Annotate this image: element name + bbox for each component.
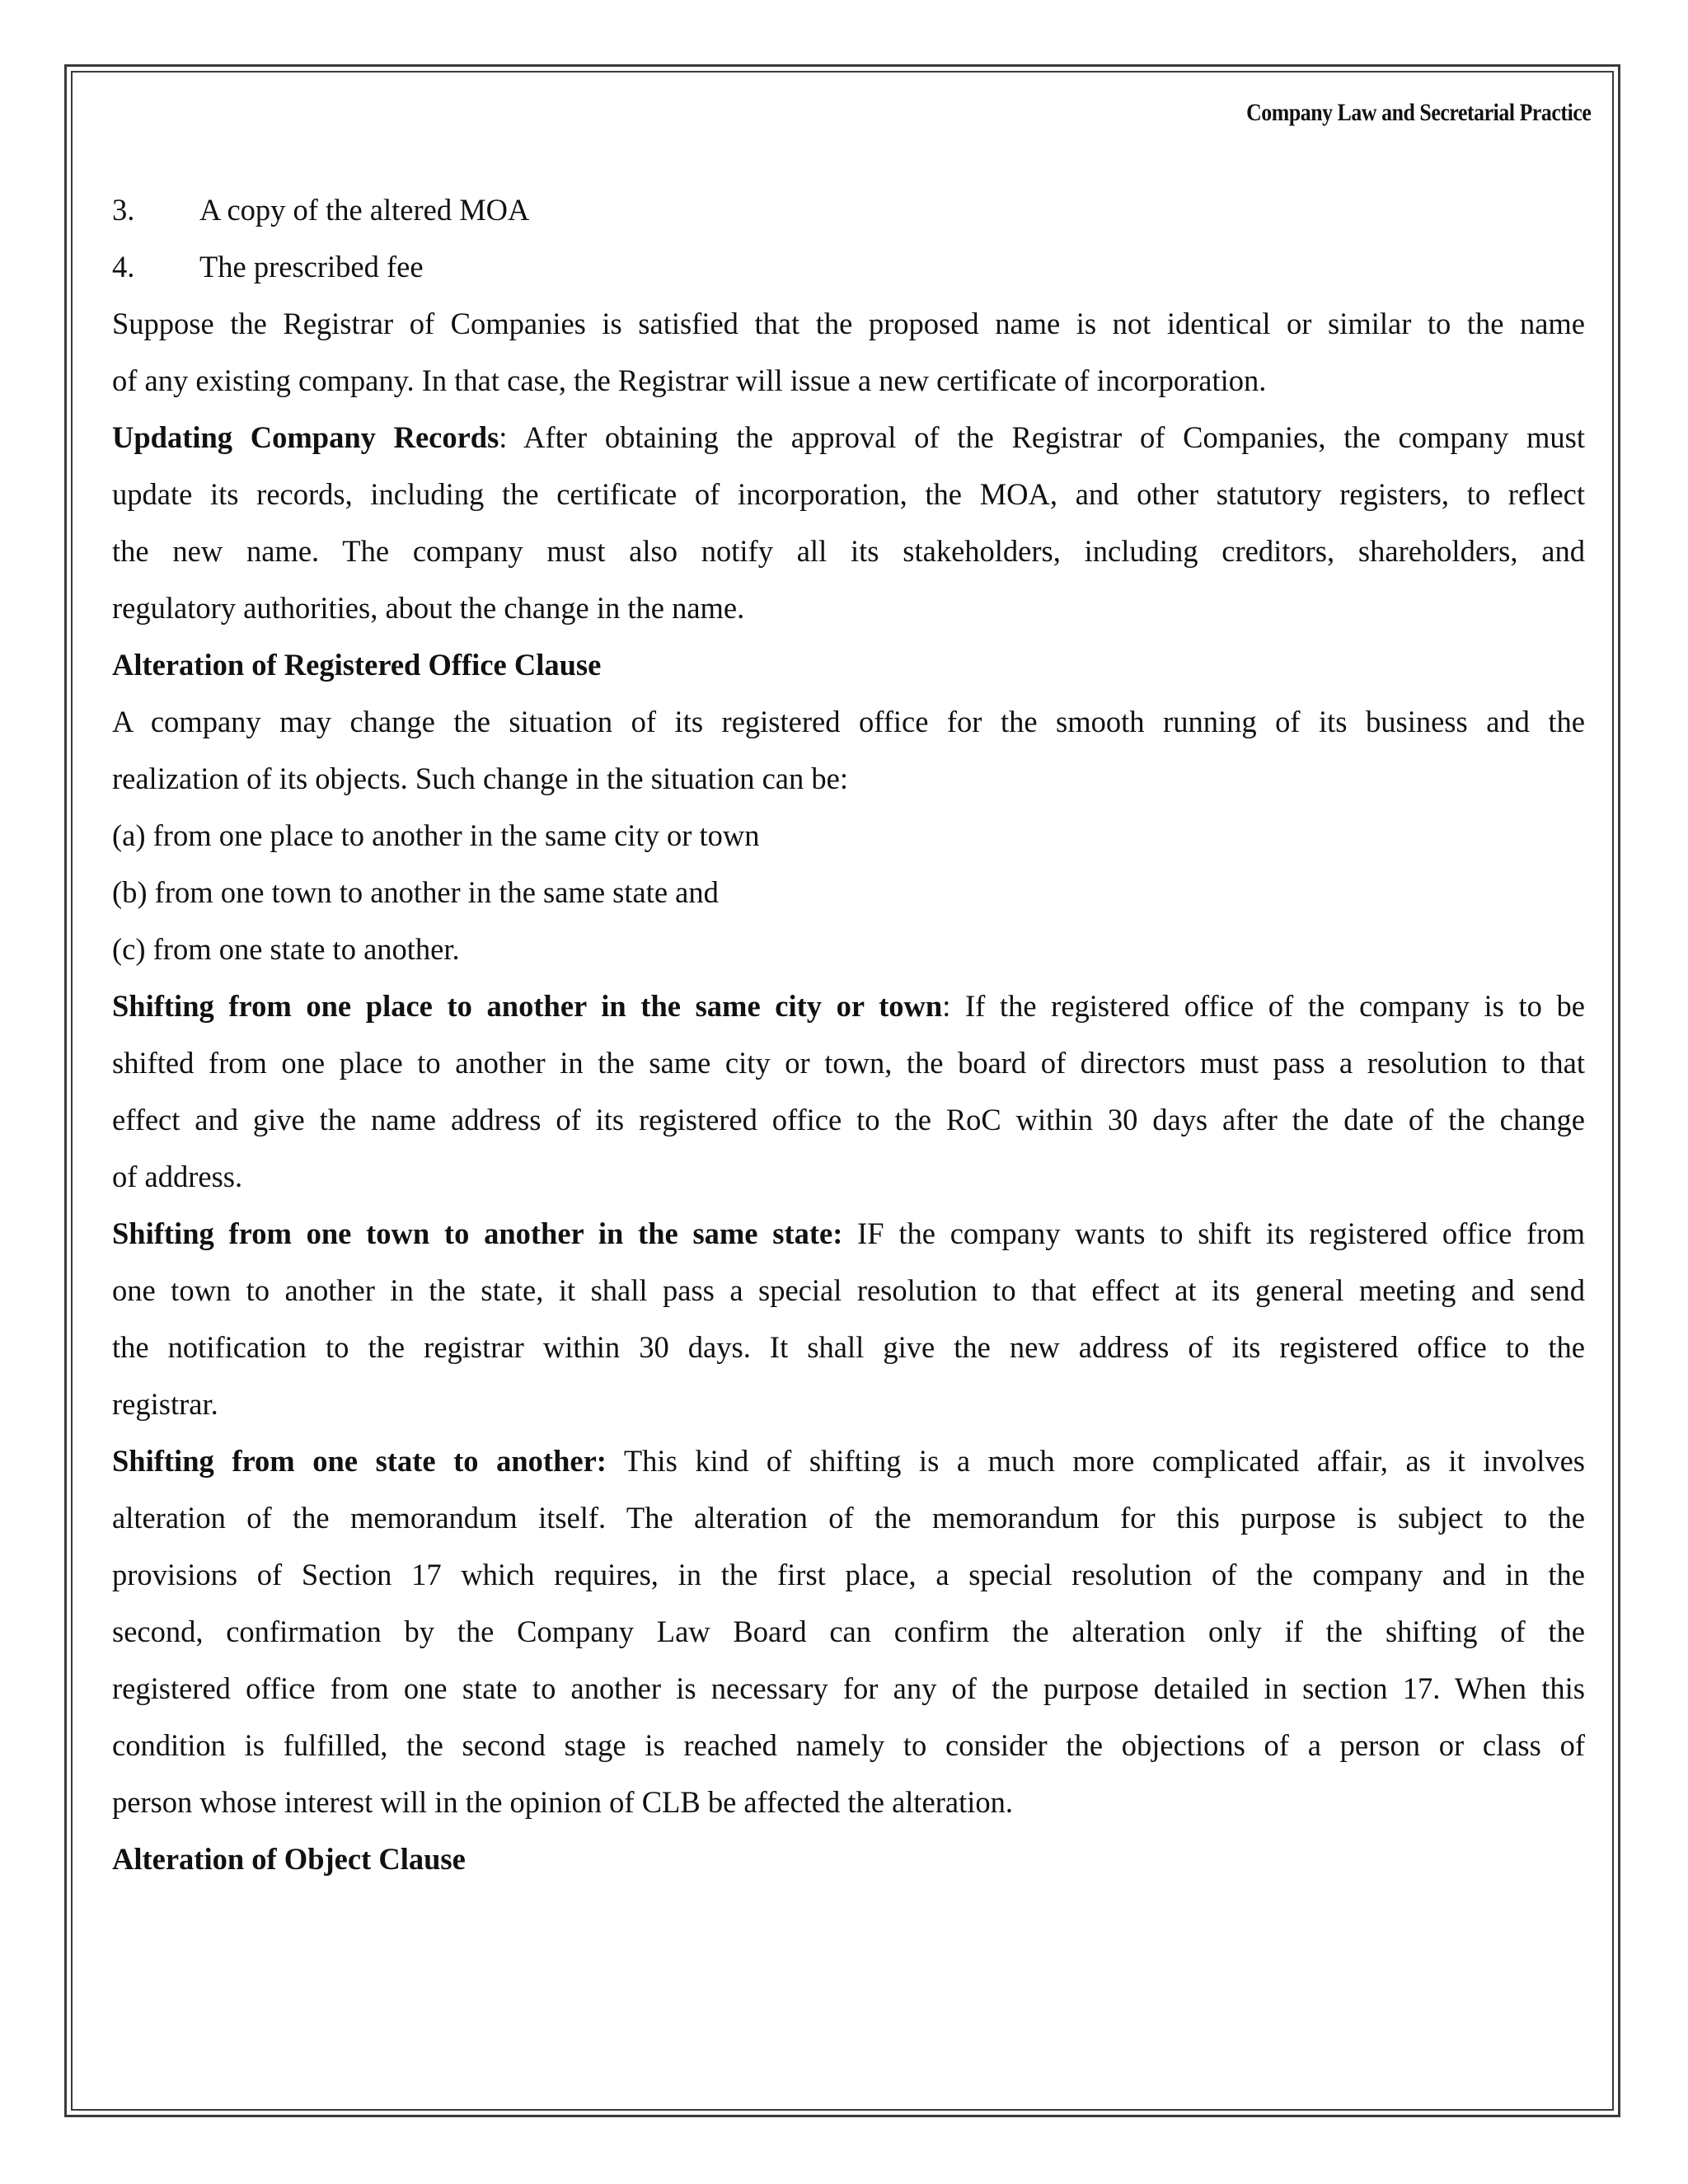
paragraph-heading: Shifting from one place to another in the same city or town [112,989,943,1023]
paragraph-heading: Shifting from one state to another: [112,1444,607,1478]
text-line: realization of its objects. Such change in the situation can be: [112,762,848,795]
running-header: Company Law and Secretarial Practice [1245,99,1591,126]
text-line: of address. [112,1160,243,1193]
text-line: person whose interest will in the opinion of CLB be affected the alteration. [112,1785,1014,1819]
paragraph-text: : After obtaining the approval of the Registrar of Companies, the company must [499,420,1585,454]
text-line: registered office from one state to another is necessary for any of the purpose detailed in section 17. When this [112,1671,1585,1705]
paragraph-heading: Shifting from one town to another in the same state: [112,1216,843,1250]
list-item: (b) from one town to another in the same state and [112,875,719,909]
list-text: The prescribed fee [199,250,424,284]
list-item: (c) from one state to another. [112,932,460,966]
list-text: A copy of the altered MOA [199,193,530,227]
text-line: alteration of the memorandum itself. The alteration of the memorandum for this purpose is subject to the [112,1501,1585,1535]
list-number: 3. [112,193,135,227]
paragraph-first-line [112,977,1585,1034]
text-line: the notification to the registrar within 30 days. It shall give the new address of its registered office to the [112,1330,1585,1364]
text-line: the new name. The company must also notify all its stakeholders, including creditors, shareholders, and [112,534,1585,568]
text-line: update its records, including the certificate of incorporation, the MOA, and other statutory registers, to reflect [112,477,1585,511]
text-line: effect and give the name address of its registered office to the RoC within 30 days after the date of the change [112,1103,1585,1137]
paragraph-first-line [112,409,1585,466]
section-heading: Alteration of Object Clause [112,1842,466,1876]
section-heading: Alteration of Registered Office Clause [112,648,602,682]
page-content [112,181,1585,1887]
paragraph-text: This kind of shifting is a much more complicated affair, as it involves [606,1444,1585,1478]
text-line: shifted from one place to another in the same city or town, the board of directors must pass a resolution to that [112,1046,1585,1080]
paragraph-text: : If the registered office of the company is to be [942,989,1585,1023]
list-number: 4. [112,250,135,284]
list-item [112,238,1585,295]
list-item: (a) from one place to another in the same city or town [112,818,760,852]
text-line: provisions of Section 17 which requires, in the first place, a special resolution of the company and in the [112,1558,1585,1591]
text-line: condition is fulfilled, the second stage is reached namely to consider the objections of a person or class of [112,1728,1585,1762]
text-line: regulatory authorities, about the change in the name. [112,591,745,625]
paragraph-first-line [112,1432,1585,1489]
list-item [112,181,1585,238]
text-line: A company may change the situation of its registered office for the smooth running of its business and the [112,705,1585,738]
text-line: registrar. [112,1387,218,1421]
paragraph-text: IF the company wants to shift its registered office from [842,1216,1585,1250]
text-line: of any existing company. In that case, the Registrar will issue a new certificate of incorporation. [112,363,1267,397]
text-line: second, confirmation by the Company Law Board can confirm the alteration only if the shifting of the [112,1615,1585,1648]
text-line: Suppose the Registrar of Companies is satisfied that the proposed name is not identical or similar to the name [112,307,1585,340]
paragraph-heading: Updating Company Records [112,420,499,454]
text-line: one town to another in the state, it shall pass a special resolution to that effect at its general meeting and send [112,1273,1585,1307]
paragraph-first-line [112,1205,1585,1262]
